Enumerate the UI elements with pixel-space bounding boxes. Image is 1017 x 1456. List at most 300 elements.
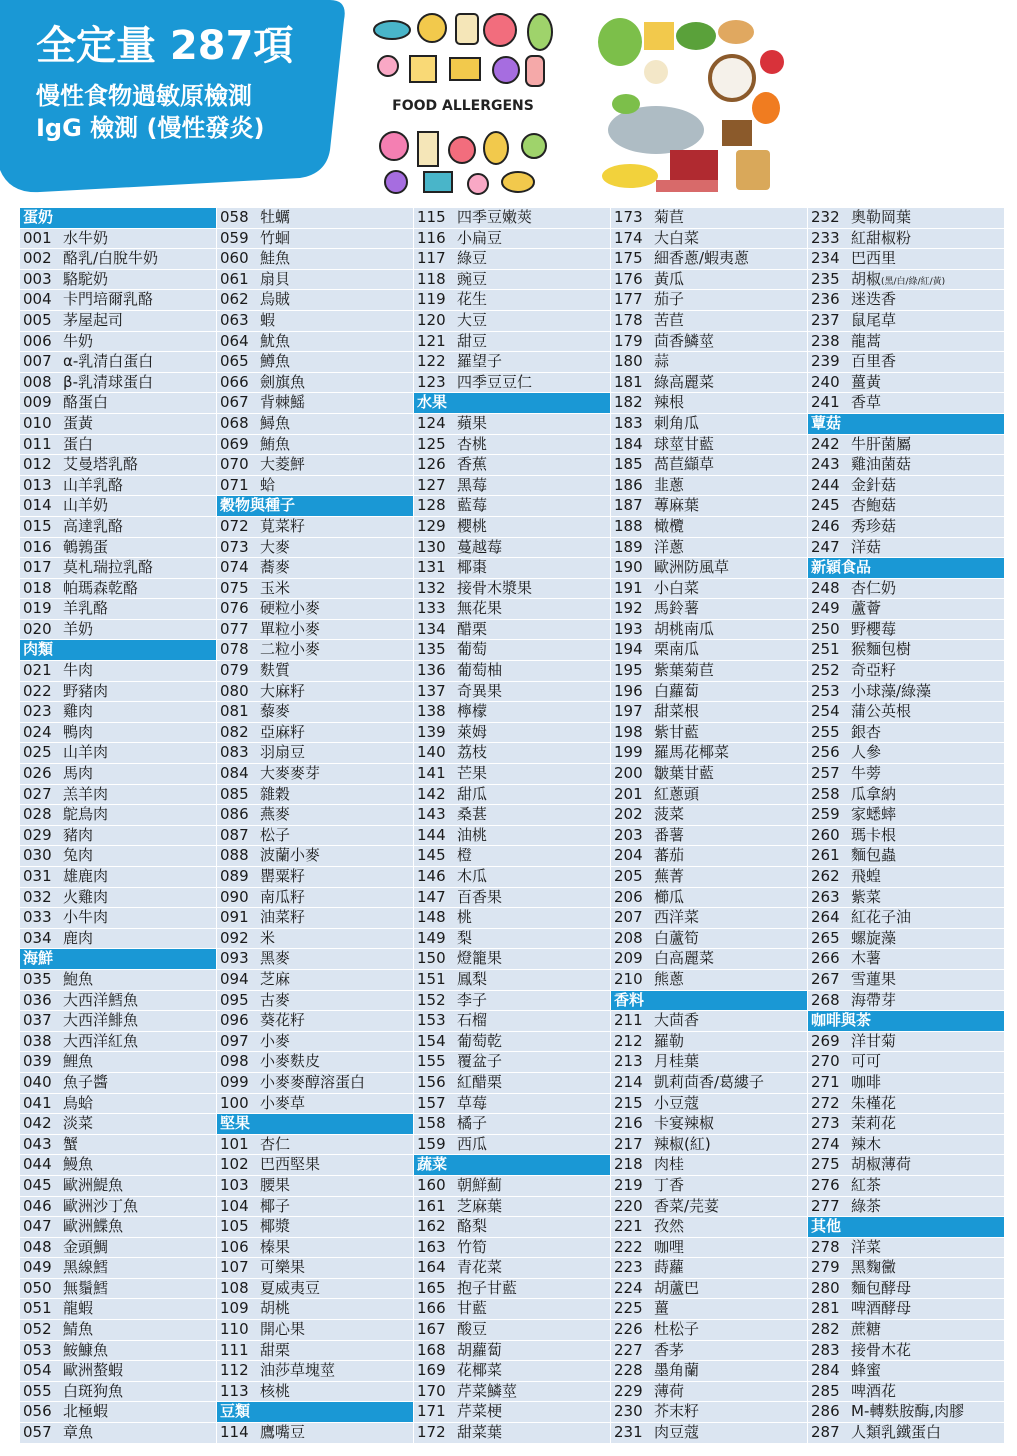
allergen-name: 魚子醬	[63, 1072, 109, 1091]
allergen-number: 079	[220, 661, 249, 680]
allergen-number: 150	[417, 949, 446, 968]
allergen-number: 111	[220, 1340, 249, 1359]
allergen-name: 卡宴辣椒	[654, 1114, 715, 1133]
allergen-number: 048	[23, 1237, 52, 1256]
allergen-row	[217, 476, 413, 496]
allergen-number: 184	[614, 434, 643, 453]
allergen-number: 124	[417, 413, 446, 432]
category-header: 咖啡與茶	[808, 1011, 1004, 1031]
allergen-name: 羽扇豆	[260, 743, 306, 762]
allergen-number: 043	[23, 1134, 52, 1153]
allergen-number: 251	[811, 640, 840, 659]
category-header: 肉類	[20, 640, 216, 660]
category-header: 蕈菇	[808, 414, 1004, 434]
allergen-row	[414, 1382, 610, 1402]
allergen-row	[808, 311, 1004, 331]
allergen-name: 酪蛋白	[63, 393, 109, 412]
allergen-row	[611, 1402, 807, 1422]
allergen-name: 蔗糖	[851, 1320, 882, 1339]
allergen-number: 244	[811, 475, 840, 494]
allergen-name: 大菱鮃	[260, 455, 306, 474]
allergen-number: 208	[614, 928, 643, 947]
allergen-row	[414, 888, 610, 908]
table-column	[611, 208, 807, 1448]
allergen-row	[217, 1011, 413, 1031]
allergen-name: 酪乳/白脫牛奶	[63, 249, 159, 268]
allergen-number: 045	[23, 1175, 52, 1194]
allergen-number: 101	[220, 1134, 249, 1153]
allergen-name: 巴西堅果	[260, 1155, 321, 1174]
allergen-number: 072	[220, 516, 249, 535]
allergen-name: 波蘭小麥	[260, 846, 321, 865]
allergen-name: 甜瓜	[457, 784, 488, 803]
allergen-number: 287	[811, 1423, 840, 1442]
allergen-name: 雞肉	[63, 702, 94, 721]
allergen-number: 117	[417, 249, 446, 268]
allergen-number: 152	[417, 990, 446, 1009]
allergen-number: 180	[614, 352, 643, 371]
allergen-name: 洋甘菊	[851, 1031, 897, 1050]
allergen-row	[808, 1361, 1004, 1381]
allergen-name: 香菜/芫荽	[654, 1196, 720, 1215]
allergen-row	[20, 373, 216, 393]
allergen-number: 171	[417, 1402, 446, 1421]
allergen-row	[217, 290, 413, 310]
allergen-number: 134	[417, 619, 446, 638]
allergen-row	[414, 640, 610, 660]
allergen-number: 275	[811, 1155, 840, 1174]
allergen-row	[611, 743, 807, 763]
allergen-name: 細香蔥/蝦夷蔥	[654, 249, 750, 268]
allergen-row	[414, 867, 610, 887]
allergen-number: 205	[614, 867, 643, 885]
allergen-row	[20, 1258, 216, 1278]
allergen-row	[611, 640, 807, 660]
allergen-name: 洋蔥	[654, 537, 685, 556]
allergen-number: 008	[23, 372, 52, 391]
allergen-row	[808, 826, 1004, 846]
allergen-row	[414, 579, 610, 599]
allergen-number: 034	[23, 928, 52, 947]
allergen-row	[611, 702, 807, 722]
allergen-name: 胡椒	[851, 269, 882, 288]
allergen-name: 白蘆筍	[654, 928, 700, 947]
allergen-number: 207	[614, 908, 643, 927]
allergen-row	[611, 1279, 807, 1299]
allergen-number: 230	[614, 1402, 643, 1421]
allergen-name: 茅屋起司	[63, 310, 124, 329]
table-column	[808, 208, 1004, 1448]
allergen-row	[611, 1155, 807, 1175]
allergen-row	[20, 332, 216, 352]
allergen-number: 254	[811, 702, 840, 721]
allergen-number: 259	[811, 805, 840, 824]
category-header: 海鮮	[20, 949, 216, 969]
allergen-row	[20, 476, 216, 496]
allergen-name: 桑葚	[457, 805, 488, 824]
allergen-name: 萊姆	[457, 722, 488, 741]
allergen-name: 開心果	[260, 1320, 306, 1339]
allergen-name: 莧菜籽	[260, 516, 306, 535]
allergen-number: 083	[220, 743, 249, 762]
allergen-number: 020	[23, 619, 52, 638]
allergen-number: 133	[417, 599, 446, 618]
allergen-name: 萵苣纈草	[654, 455, 715, 474]
allergen-name: 花椰菜	[457, 1361, 503, 1380]
allergen-number: 084	[220, 764, 249, 783]
allergen-row	[414, 1361, 610, 1381]
allergen-name: 腰果	[260, 1175, 291, 1194]
allergen-name: 覆盆子	[457, 1052, 503, 1071]
allergen-row	[808, 290, 1004, 310]
allergen-row	[414, 455, 610, 475]
allergen-row	[20, 723, 216, 743]
allergen-row	[808, 208, 1004, 228]
allergen-number: 131	[417, 558, 446, 577]
allergen-name: 紅蔥頭	[654, 784, 700, 803]
allergen-name: 歐洲鰈魚	[63, 1217, 124, 1236]
allergen-name: 可樂果	[260, 1258, 306, 1277]
allergen-row	[611, 1217, 807, 1237]
allergen-row	[217, 1423, 413, 1443]
allergen-number: 240	[811, 372, 840, 391]
allergen-name: 蒲公英根	[851, 702, 912, 721]
allergen-row	[217, 1341, 413, 1361]
allergen-number: 242	[811, 434, 840, 453]
allergen-number: 067	[220, 393, 249, 412]
allergen-number: 085	[220, 784, 249, 803]
allergen-row	[217, 620, 413, 640]
allergen-name: 苦苣	[654, 310, 685, 329]
allergen-row	[20, 1361, 216, 1381]
allergen-row	[808, 743, 1004, 763]
table-column	[414, 208, 610, 1448]
allergen-number: 065	[220, 352, 249, 371]
allergen-number: 112	[220, 1361, 249, 1380]
allergen-number: 047	[23, 1217, 52, 1236]
allergen-name: 黑線鱈	[63, 1258, 109, 1277]
allergen-name: 芹菜鱗莖	[457, 1381, 518, 1400]
allergen-row	[217, 1320, 413, 1340]
title-banner	[0, 0, 360, 196]
allergen-name: 墨角蘭	[654, 1361, 700, 1380]
allergen-name: 蛋白	[63, 434, 94, 453]
allergen-row	[20, 702, 216, 722]
allergen-row	[611, 1341, 807, 1361]
allergen-row	[611, 270, 807, 290]
allergen-name: 葡萄乾	[457, 1031, 503, 1050]
allergen-row	[20, 1341, 216, 1361]
page-subtitle: 慢性食物過敏原檢測	[36, 82, 252, 110]
allergen-name: 番薯	[654, 825, 685, 844]
allergen-number: 116	[417, 228, 446, 247]
allergen-name: 小麥草	[260, 1093, 306, 1112]
allergen-name: 橙	[457, 846, 473, 865]
allergen-name: 白高麗菜	[654, 949, 715, 968]
allergen-row	[611, 558, 807, 578]
allergen-name: 牛蒡	[851, 764, 882, 783]
allergen-row	[20, 1052, 216, 1072]
allergen-name: 椰子	[260, 1196, 291, 1215]
allergen-name: 燕麥	[260, 805, 291, 824]
allergen-row	[808, 970, 1004, 990]
allergen-row	[808, 1238, 1004, 1258]
allergen-name: 胡桃	[260, 1299, 291, 1318]
allergen-row	[217, 332, 413, 352]
allergen-row	[217, 1382, 413, 1402]
allergen-row	[20, 785, 216, 805]
allergen-row	[414, 517, 610, 537]
allergen-number: 082	[220, 722, 249, 741]
allergen-number: 071	[220, 475, 249, 494]
allergen-number: 209	[614, 949, 643, 968]
allergen-name: 金頭鯛	[63, 1237, 109, 1256]
allergen-number: 036	[23, 990, 52, 1009]
allergen-number: 153	[417, 1011, 446, 1030]
allergen-row	[217, 1217, 413, 1237]
allergen-row	[217, 805, 413, 825]
allergen-name: 鳳梨	[457, 969, 488, 988]
allergen-number: 068	[220, 413, 249, 432]
allergen-row	[808, 991, 1004, 1011]
allergen-name: 山羊肉	[63, 743, 109, 762]
food-allergens-illustration	[370, 8, 556, 196]
allergen-row	[808, 373, 1004, 393]
allergen-number: 280	[811, 1278, 840, 1297]
allergen-number: 092	[220, 928, 249, 947]
allergen-name: 綠豆	[457, 249, 488, 268]
allergen-name: 芝麻	[260, 969, 291, 988]
allergen-name: 大麥	[260, 537, 291, 556]
allergen-number: 141	[417, 764, 446, 783]
allergen-name: 西瓜	[457, 1134, 488, 1153]
allergen-number: 172	[417, 1423, 446, 1442]
allergen-name: 菊苣	[654, 208, 685, 226]
allergen-name: 鮑魚	[63, 969, 94, 988]
allergen-number: 170	[417, 1381, 446, 1400]
allergen-row	[217, 311, 413, 331]
allergen-row	[808, 785, 1004, 805]
allergen-row	[414, 661, 610, 681]
allergen-name: 黑麥	[260, 949, 291, 968]
allergen-name: 人參	[851, 743, 882, 762]
allergen-name: 鰻魚	[63, 1155, 94, 1174]
allergen-row	[414, 723, 610, 743]
allergen-number: 077	[220, 619, 249, 638]
allergen-name: 西洋菜	[654, 908, 700, 927]
allergen-name: 丁香	[654, 1175, 685, 1194]
allergen-row	[611, 1032, 807, 1052]
allergen-number: 237	[811, 310, 840, 329]
allergen-name: 蝦	[260, 310, 276, 329]
allergen-name: 芹菜梗	[457, 1402, 503, 1421]
allergen-row	[611, 888, 807, 908]
allergen-number: 157	[417, 1093, 446, 1112]
allergen-row	[808, 1402, 1004, 1422]
allergen-row	[414, 1258, 610, 1278]
allergen-name: 蜂蜜	[851, 1361, 882, 1380]
allergen-number: 144	[417, 825, 446, 844]
allergen-number: 015	[23, 516, 52, 535]
allergen-name: 山羊奶	[63, 496, 109, 515]
allergen-row	[20, 867, 216, 887]
allergen-row	[611, 805, 807, 825]
allergen-number: 169	[417, 1361, 446, 1380]
allergen-row	[808, 661, 1004, 681]
allergen-row	[414, 1423, 610, 1443]
allergen-row	[217, 558, 413, 578]
allergen-row	[414, 496, 610, 516]
allergen-name: 奧勒岡葉	[851, 208, 912, 226]
allergen-number: 132	[417, 578, 446, 597]
allergen-number: 196	[614, 681, 643, 700]
allergen-name: 家蟋蟀	[851, 805, 897, 824]
allergen-name: 背棘鰩	[260, 393, 306, 412]
allergen-row	[414, 949, 610, 969]
allergen-number: 158	[417, 1114, 446, 1133]
allergen-row	[217, 867, 413, 887]
allergen-number: 080	[220, 681, 249, 700]
allergen-name: 雞油菌菇	[851, 455, 912, 474]
allergen-number: 154	[417, 1031, 446, 1050]
allergen-row	[217, 393, 413, 413]
allergen-name: 芒果	[457, 764, 488, 783]
allergen-row	[217, 1299, 413, 1319]
allergen-name: 野櫻莓	[851, 619, 897, 638]
allergen-row	[20, 991, 216, 1011]
allergen-name: 燈籠果	[457, 949, 503, 968]
allergen-number: 269	[811, 1031, 840, 1050]
allergen-number: 206	[614, 887, 643, 906]
allergen-name: 大豆	[457, 310, 488, 329]
allergen-name: 猴麵包樹	[851, 640, 912, 659]
category-header: 穀物與種子	[217, 496, 413, 516]
allergen-name: 大西洋鯡魚	[63, 1011, 139, 1030]
allergen-number: 018	[23, 578, 52, 597]
allergen-name: 大麥麥芽	[260, 764, 321, 783]
allergen-number: 286	[811, 1402, 840, 1421]
allergen-row	[20, 1011, 216, 1031]
allergen-row	[414, 352, 610, 372]
allergen-number: 128	[417, 496, 446, 515]
allergen-row	[414, 826, 610, 846]
allergen-name: 魷魚	[260, 331, 291, 350]
allergen-name: 咖啡	[851, 1072, 882, 1091]
allergen-name: 葡萄柚	[457, 661, 503, 680]
allergen-name: 大白菜	[654, 228, 700, 247]
allergen-number: 197	[614, 702, 643, 721]
allergen-name: 辣木	[851, 1134, 882, 1153]
allergen-number: 097	[220, 1031, 249, 1050]
allergen-number: 151	[417, 969, 446, 988]
allergen-row	[808, 1176, 1004, 1196]
allergen-number: 024	[23, 722, 52, 741]
allergen-name: 火雞肉	[63, 887, 109, 906]
allergen-number: 210	[614, 969, 643, 988]
allergen-row	[414, 1279, 610, 1299]
allergen-number: 161	[417, 1196, 446, 1215]
allergen-row	[611, 682, 807, 702]
allergen-number: 106	[220, 1237, 249, 1256]
allergen-row	[611, 249, 807, 269]
allergen-number: 181	[614, 372, 643, 391]
allergen-name: 辣根	[654, 393, 685, 412]
allergen-number: 074	[220, 558, 249, 577]
allergen-number: 046	[23, 1196, 52, 1215]
allergen-number: 102	[220, 1155, 249, 1174]
allergen-number: 075	[220, 578, 249, 597]
allergen-row	[414, 476, 610, 496]
allergen-row	[217, 764, 413, 784]
allergen-row	[808, 579, 1004, 599]
page-title: 全定量 287項	[36, 23, 294, 69]
allergen-name: 香草	[851, 393, 882, 412]
allergen-name: 草莓	[457, 1093, 488, 1112]
allergen-row	[414, 1094, 610, 1114]
allergen-row	[611, 620, 807, 640]
allergen-row	[20, 1197, 216, 1217]
allergen-number: 178	[614, 310, 643, 329]
category-header: 其他	[808, 1217, 1004, 1237]
allergen-number: 009	[23, 393, 52, 412]
allergen-row	[217, 435, 413, 455]
allergen-number: 038	[23, 1031, 52, 1050]
allergen-name: 茉莉花	[851, 1114, 897, 1133]
allergen-number: 246	[811, 516, 840, 535]
allergen-number: 040	[23, 1072, 52, 1091]
allergen-row	[217, 846, 413, 866]
allergen-row	[217, 414, 413, 434]
allergen-row	[20, 620, 216, 640]
allergen-row	[808, 1052, 1004, 1072]
allergen-name: 芝麻葉	[457, 1196, 503, 1215]
allergen-number: 168	[417, 1340, 446, 1359]
allergen-name: 凱莉茴香/葛縷子	[654, 1072, 765, 1091]
allergen-name: 歐洲鯷魚	[63, 1175, 124, 1194]
allergen-row	[414, 682, 610, 702]
allergen-number: 175	[614, 249, 643, 268]
allergen-row	[611, 1176, 807, 1196]
allergen-name: 夏威夷豆	[260, 1278, 321, 1297]
allergen-number: 270	[811, 1052, 840, 1071]
allergen-number: 279	[811, 1258, 840, 1277]
allergen-row	[414, 1320, 610, 1340]
allergen-row	[808, 332, 1004, 352]
allergen-number: 060	[220, 249, 249, 268]
allergen-number: 146	[417, 867, 446, 885]
allergen-number: 107	[220, 1258, 249, 1277]
allergen-row	[20, 805, 216, 825]
allergen-row	[20, 538, 216, 558]
allergen-row	[414, 558, 610, 578]
allergen-number: 276	[811, 1175, 840, 1194]
allergen-name: 杏桃	[457, 434, 488, 453]
allergen-row	[414, 1217, 610, 1237]
allergen-number: 094	[220, 969, 249, 988]
allergen-name: α-乳清白蛋白	[63, 352, 154, 371]
allergen-name: 甜豆	[457, 331, 488, 350]
allergen-number: 032	[23, 887, 52, 906]
allergen-row	[611, 1052, 807, 1072]
allergen-name: 香茅	[654, 1340, 685, 1359]
allergen-row	[217, 373, 413, 393]
allergen-name: 胡蘿蔔	[457, 1340, 503, 1359]
allergen-name: 花生	[457, 290, 488, 309]
allergen-row	[217, 1258, 413, 1278]
allergen-number: 081	[220, 702, 249, 721]
allergen-name: 大麻籽	[260, 681, 306, 700]
allergen-number: 278	[811, 1237, 840, 1256]
